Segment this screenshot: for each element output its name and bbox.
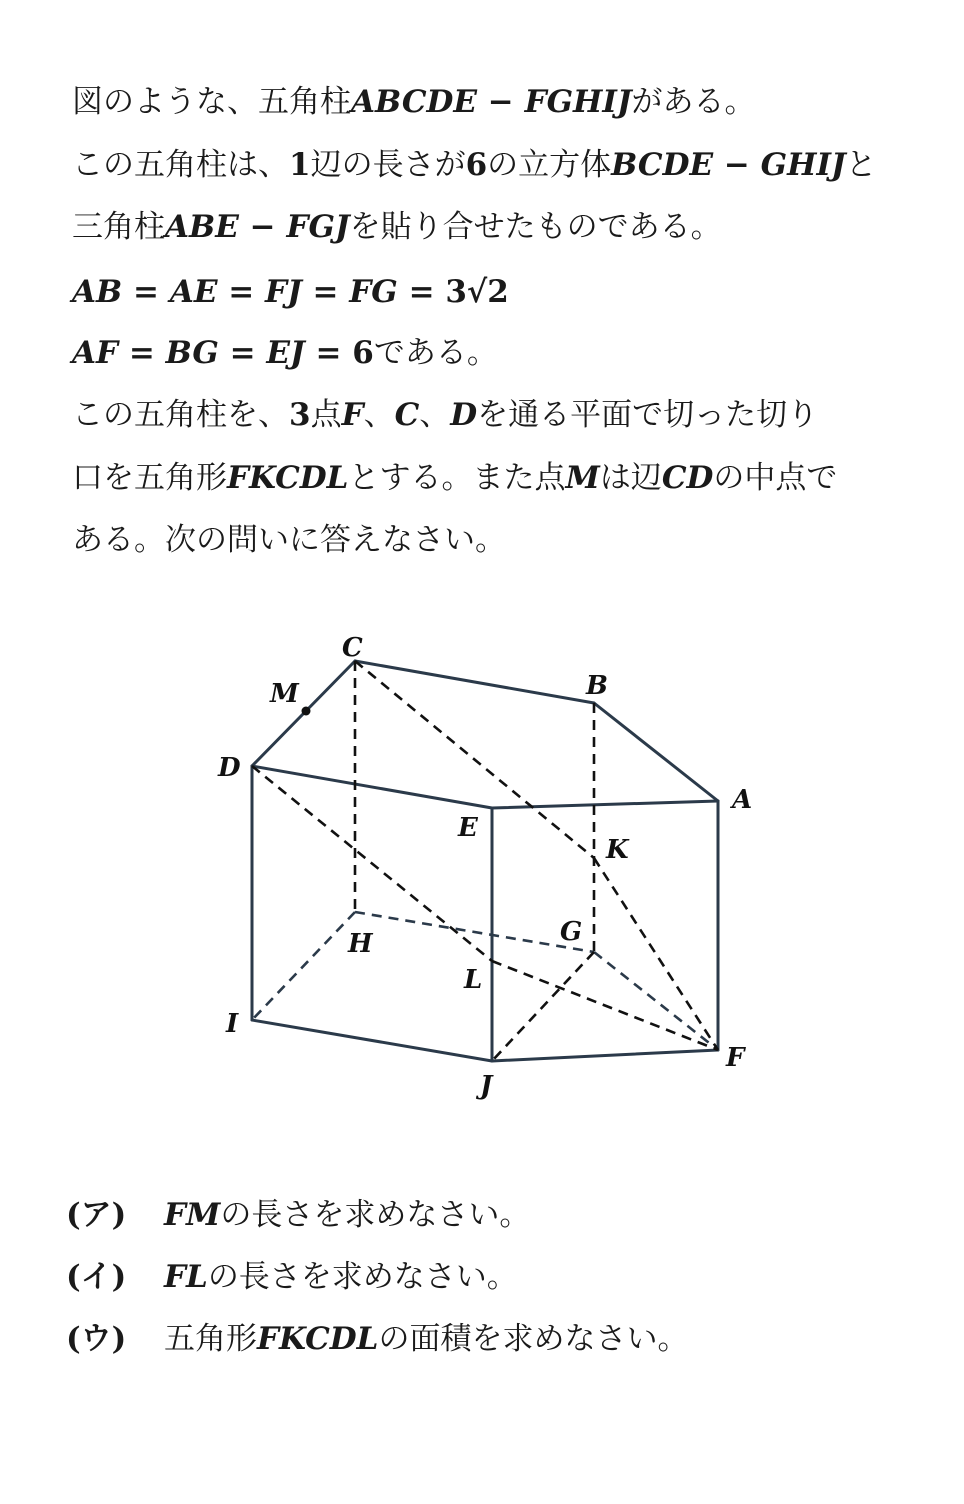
problem-line-6: この五角柱を、3点F、C、Dを通る平面で切った切り	[72, 397, 819, 433]
question-c: (ウ) 五角形FKCDLの面積を求めなさい。	[66, 1321, 689, 1357]
section-KF	[594, 858, 718, 1050]
problem-line-7: 口を五角形FKCDLとする。また点Mは辺CDの中点で	[72, 460, 838, 496]
label-G: G	[560, 917, 583, 947]
edge-HI-hidden	[252, 912, 355, 1020]
label-J: J	[480, 1071, 493, 1101]
problem-line-2: この五角柱は、1辺の長さが6の立方体BCDE − GHIJと	[72, 147, 877, 183]
label-B: B	[586, 671, 608, 701]
label-M: M	[270, 679, 299, 709]
edge-ED	[252, 766, 492, 808]
problem-line-3: 三角柱ABE − FGJを貼り合せたものである。	[72, 209, 722, 245]
problem-line-4: AB = AE = FJ = FG = 3√2	[72, 274, 509, 310]
problem-line-5: AF = BG = EJ = 6である。	[72, 335, 498, 371]
question-a: (ア) FMの長さを求めなさい。	[66, 1197, 531, 1233]
label-K: K	[606, 835, 629, 865]
question-b: (イ) FLの長さを求めなさい。	[66, 1259, 518, 1295]
point-M-dot	[302, 707, 311, 716]
edge-GJ-hidden	[492, 952, 594, 1061]
edge-IJ	[252, 1020, 492, 1061]
label-A: A	[732, 785, 753, 815]
problem-line-8: ある。次の問いに答えなさい。	[72, 522, 506, 558]
label-E: E	[458, 813, 478, 843]
label-F: F	[726, 1043, 745, 1073]
label-L: L	[464, 965, 483, 995]
section-LF	[492, 961, 718, 1050]
label-H: H	[348, 929, 373, 959]
label-I: I	[226, 1009, 239, 1039]
problem-line-1: 図のような、五角柱ABCDE − FGHIJがある。	[72, 84, 756, 120]
edge-GF-hidden	[594, 952, 718, 1050]
label-D: D	[218, 753, 241, 783]
edge-CB	[355, 661, 594, 703]
label-C: C	[342, 633, 363, 663]
edge-HG-hidden	[355, 912, 594, 952]
edge-BA	[594, 703, 718, 801]
edge-JF	[492, 1050, 718, 1061]
